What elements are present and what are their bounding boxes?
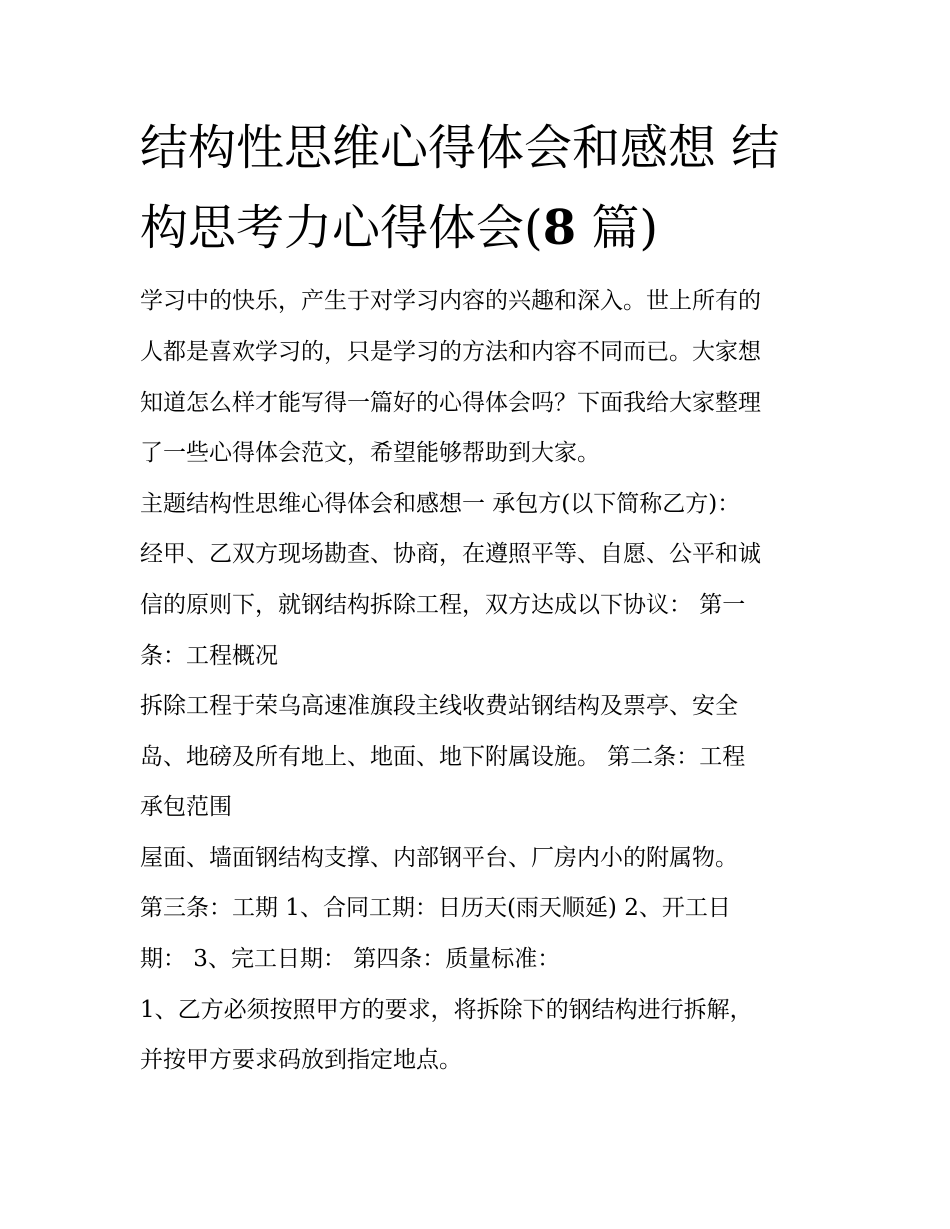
document-title-line-2 bbox=[140, 198, 830, 258]
body-line: 信的原则下，就钢结构拆除工程，双方达成以下协议： 第一 bbox=[140, 592, 746, 618]
body-line: 学习中的快乐，产生于对学习内容的兴趣和深入。世上所有的 bbox=[140, 288, 761, 314]
body-line: 条：工程概况 bbox=[140, 643, 278, 669]
body-line: 了一些心得体会范文，希望能够帮助到大家。 bbox=[140, 440, 600, 466]
body-line: 人都是喜欢学习的，只是学习的方法和内容不同而已。大家想 bbox=[140, 339, 761, 365]
body-line: 并按甲方要求码放到指定地点。 bbox=[140, 1047, 462, 1073]
title-text-pre: 构思考力心得体会( bbox=[140, 200, 543, 256]
body-line: 期： 3、完工日期： 第四条：质量标准： bbox=[140, 946, 561, 972]
body-line: 岛、地磅及所有地上、地面、地下附属设施。 第二条：工程 bbox=[140, 744, 746, 770]
body-line: 1、乙方必须按照甲方的要求，将拆除下的钢结构进行拆解， bbox=[140, 997, 753, 1023]
body-line: 承包范围 bbox=[140, 794, 232, 820]
title-count: 8 bbox=[542, 200, 577, 256]
body-line: 主题结构性思维心得体会和感想一 承包方(以下简称乙方)： bbox=[140, 491, 741, 517]
title-text-post: 篇) bbox=[576, 200, 659, 256]
body-line: 屋面、墙面钢结构支撑、内部钢平台、厂房内小的附属物。 bbox=[140, 845, 738, 871]
document-title-line-1: 结构性思维心得体会和感想 结 bbox=[140, 120, 780, 176]
body-line: 拆除工程于荣乌高速准旗段主线收费站钢结构及票亭、安全 bbox=[140, 693, 738, 719]
body-line: 经甲、乙双方现场勘查、协商，在遵照平等、自愿、公平和诚 bbox=[140, 541, 761, 567]
body-line: 第三条：工期 1、合同工期：日历天(雨天顺延) 2、开工日 bbox=[140, 895, 731, 921]
body-line: 知道怎么样才能写得一篇好的心得体会吗？下面我给大家整理 bbox=[140, 390, 761, 416]
